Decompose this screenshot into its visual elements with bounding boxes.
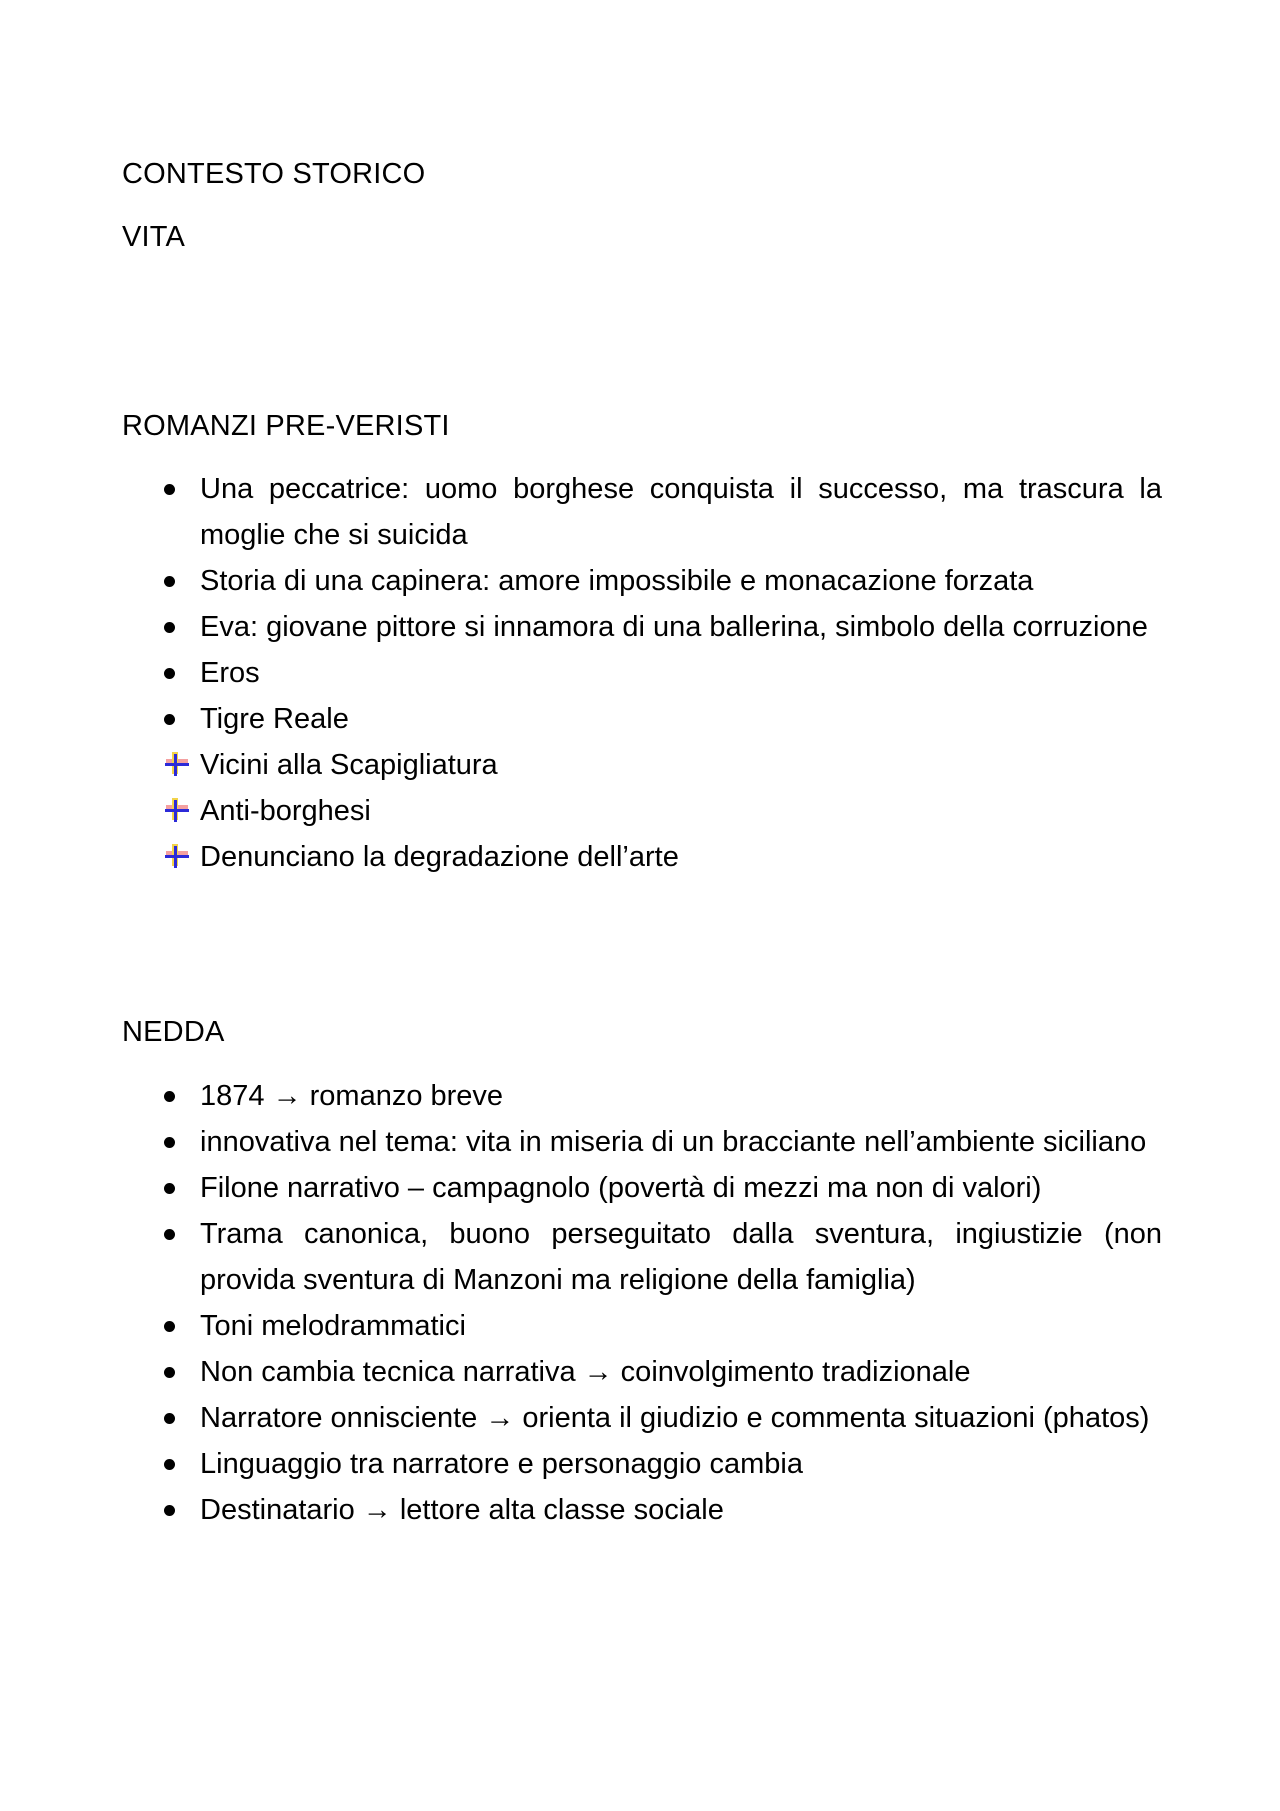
list-item-text: Una peccatrice: uomo borghese conquista il successo, ma trascura la moglie che si suicida	[200, 473, 1162, 551]
list-item-text: Denunciano la degradazione dell’arte	[200, 841, 679, 873]
list-item-text: Filone narrativo – campagnolo (povertà di mezzi ma non di valori)	[200, 1172, 1042, 1204]
list-item-text: Non cambia tecnica narrativa → coinvolgimento tradizionale	[200, 1356, 971, 1388]
bullet-icon	[162, 1211, 192, 1257]
list-item	[0, 1211, 1162, 1303]
bullet-icon	[162, 1487, 192, 1533]
list-item-text: Anti-borghesi	[200, 795, 371, 827]
list-item	[0, 1349, 1162, 1395]
bullet-icon	[162, 696, 192, 742]
list-item	[0, 1303, 1162, 1349]
list-item	[0, 650, 1162, 696]
star-bullet-icon	[162, 742, 192, 788]
bullet-icon	[162, 1119, 192, 1165]
list-item	[0, 604, 1162, 650]
list-item-text: Trama canonica, buono perseguitato dalla sventura, ingiustizie (non provida sventura di Manzoni ma religione della famiglia)	[200, 1218, 1162, 1296]
list-item	[0, 1441, 1162, 1487]
list-item	[0, 834, 1162, 880]
list-item	[0, 1165, 1162, 1211]
list-item-text: 1874 → romanzo breve	[200, 1080, 504, 1112]
list-item-text: Tigre Reale	[200, 703, 349, 735]
list-item-text: Linguaggio tra narratore e personaggio cambia	[200, 1448, 803, 1480]
bullet-icon	[162, 466, 192, 512]
list-item-text: Destinatario → lettore alta classe sociale	[200, 1494, 724, 1526]
heading-vita: VITA	[122, 221, 186, 253]
bullet-icon	[162, 1349, 192, 1395]
list-item-text: innovativa nel tema: vita in miseria di un bracciante nell’ambiente siciliano	[200, 1126, 1147, 1158]
bullet-icon	[162, 1441, 192, 1487]
list-item	[0, 742, 1162, 788]
list-item	[0, 1395, 1162, 1441]
list-item-text: Narratore onnisciente → orienta il giudizio e commenta situazioni (phatos)	[200, 1402, 1150, 1434]
list-item-text: Eros	[200, 657, 260, 689]
list-item-text: Storia di una capinera: amore impossibile e monacazione forzata	[200, 565, 1034, 597]
bullet-icon	[162, 1303, 192, 1349]
list-item-text: Vicini alla Scapigliatura	[200, 749, 498, 781]
bullet-icon	[162, 1395, 192, 1441]
star-bullet-icon	[162, 834, 192, 880]
list-item	[0, 558, 1162, 604]
list-item-text: Toni melodrammatici	[200, 1310, 466, 1342]
list-item-text: Eva: giovane pittore si innamora di una ballerina, simbolo della corruzione	[200, 611, 1148, 643]
list-item	[0, 1119, 1162, 1165]
bullet-icon	[162, 604, 192, 650]
list-item	[0, 696, 1162, 742]
list-romanzi-pre-veristi	[0, 466, 1280, 880]
list-item	[0, 1487, 1162, 1533]
heading-nedda: NEDDA	[122, 1016, 225, 1048]
heading-romanzi-pre-veristi: ROMANZI PRE-VERISTI	[122, 410, 450, 442]
bullet-icon	[162, 650, 192, 696]
list-item	[0, 1073, 1162, 1119]
heading-contesto-storico: CONTESTO STORICO	[122, 158, 426, 190]
bullet-icon	[162, 558, 192, 604]
bullet-icon	[162, 1165, 192, 1211]
star-bullet-icon	[162, 788, 192, 834]
list-item	[0, 788, 1162, 834]
list-nedda	[0, 1073, 1280, 1533]
bullet-icon	[162, 1073, 192, 1119]
list-item	[0, 466, 1162, 558]
